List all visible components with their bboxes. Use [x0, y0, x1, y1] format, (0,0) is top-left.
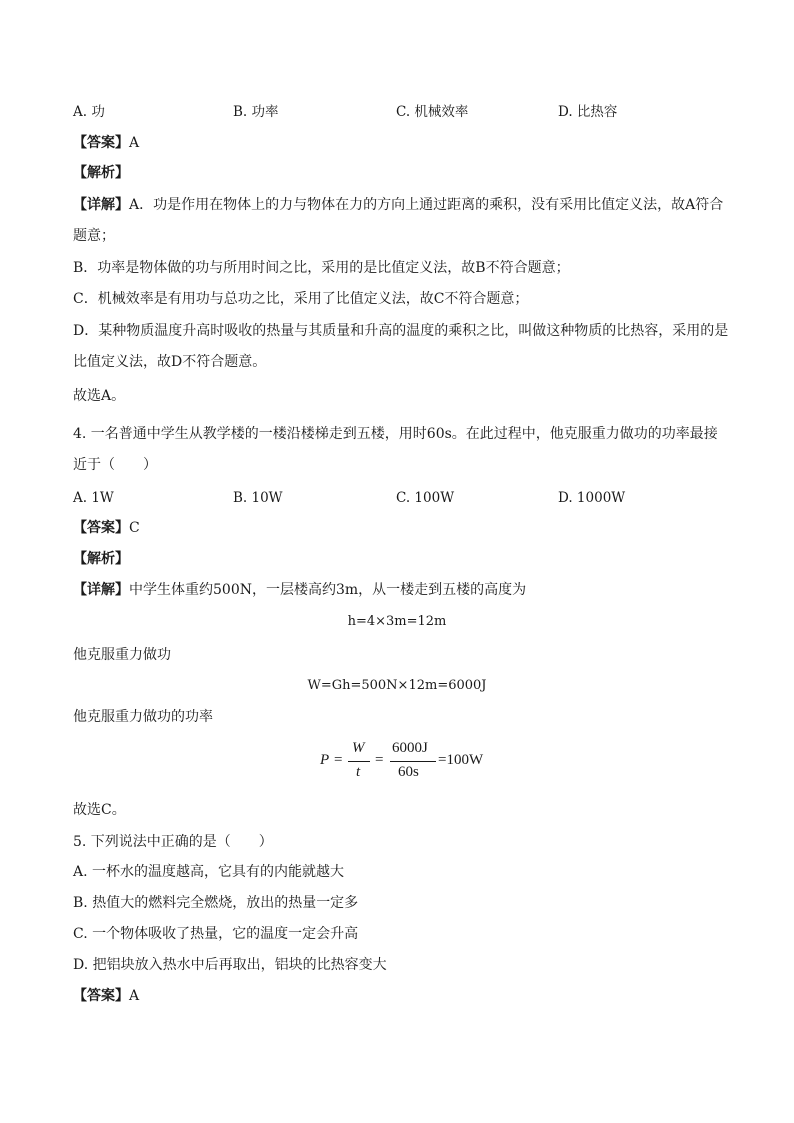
fraction-bar-2 — [390, 761, 436, 762]
q4-formula-h: h=4×3m=12m — [347, 614, 447, 629]
answer-label: 【答案】 — [73, 520, 129, 536]
q3-detail-line6: 比值定义法，故D不符合题意。 — [73, 354, 267, 370]
q5-option-d: D. 把铝块放入热水中后再取出，铝块的比热容变大 — [73, 957, 387, 973]
fraction-bar-1 — [348, 761, 370, 762]
detail-text: 中学生体重约500N，一层楼高约3m，从一楼走到五楼的高度为 — [129, 582, 527, 598]
detail-label: 【详解】 — [73, 582, 129, 598]
answer-label: 【答案】 — [73, 135, 129, 151]
q3-option-a: A. 功 — [73, 104, 105, 120]
formula-p-eq2: = — [375, 752, 384, 768]
formula-p-lhs: P — [320, 752, 330, 768]
q4-option-d: D. 1000W — [558, 490, 626, 506]
q3-detail-line4: C．机械效率是有用功与总功之比，采用了比值定义法，故C不符合题意； — [73, 291, 529, 307]
q4-formula-p — [320, 740, 484, 784]
q4-option-b: B. 10W — [233, 490, 283, 506]
answer-label: 【答案】 — [73, 988, 129, 1004]
q4-text-power: 他克服重力做功的功率 — [73, 709, 213, 725]
q4-formula-w: W=Gh=500N×12m=6000J — [307, 678, 487, 693]
formula-p-num2: 6000J — [392, 740, 428, 756]
q5-answer — [73, 986, 139, 1006]
q4-option-c: C. 100W — [396, 490, 455, 506]
answer-value: A — [129, 135, 140, 151]
q3-detail-line2: 题意； — [73, 228, 115, 244]
q4-detail-line1 — [73, 580, 526, 600]
q4-text-work: 他克服重力做功 — [73, 647, 171, 663]
q4-options — [73, 488, 723, 508]
formula-p-eq1: = — [334, 752, 343, 768]
q3-option-c: C. 机械效率 — [396, 104, 469, 120]
q4-analysis-label: 【解析】 — [73, 551, 129, 567]
q3-detail-line1 — [73, 195, 723, 215]
formula-p-den1: t — [356, 764, 361, 780]
detail-label: 【详解】 — [73, 197, 129, 213]
q3-options — [73, 102, 723, 122]
q3-detail-line3: B．功率是物体做的功与所用时间之比，采用的是比值定义法，故B不符合题意； — [73, 260, 570, 276]
q4-conclusion: 故选C。 — [73, 802, 126, 818]
detail-text: A．功是作用在物体上的力与物体在力的方向上通过距离的乘积，没有采用比值定义法，故A符合 — [129, 197, 724, 213]
q5-option-a: A. 一杯水的温度越高，它具有的内能就越大 — [73, 864, 345, 880]
q3-conclusion: 故选A。 — [73, 388, 126, 404]
formula-p-den2: 60s — [398, 764, 419, 780]
q3-option-b: B. 功率 — [233, 104, 279, 120]
answer-value: C — [129, 520, 140, 536]
formula-p-result: =100W — [438, 752, 484, 768]
q4-option-a: A. 1W — [73, 490, 114, 506]
q4-answer — [73, 518, 140, 538]
formula-p-num1: W — [352, 740, 365, 756]
q4-stem-line1: 4. 一名普通中学生从教学楼的一楼沿楼梯走到五楼，用时60s。在此过程中，他克服重力做功的功率最接 — [73, 426, 718, 442]
q3-answer — [73, 133, 139, 153]
q5-option-c: C. 一个物体吸收了热量，它的温度一定会升高 — [73, 926, 359, 942]
q3-option-d: D. 比热容 — [558, 104, 618, 120]
q3-detail-line5: D．某种物质温度升高时吸收的热量与其质量和升高的温度的乘积之比，叫做这种物质的比热容，采用的是 — [73, 323, 729, 339]
q4-stem-line2: 近于（ ） — [73, 457, 157, 473]
q3-analysis-label: 【解析】 — [73, 165, 129, 181]
q5-stem: 5. 下列说法中正确的是（ ） — [73, 834, 273, 850]
answer-value: A — [129, 988, 140, 1004]
q5-option-b: B. 热值大的燃料完全燃烧，放出的热量一定多 — [73, 895, 359, 911]
